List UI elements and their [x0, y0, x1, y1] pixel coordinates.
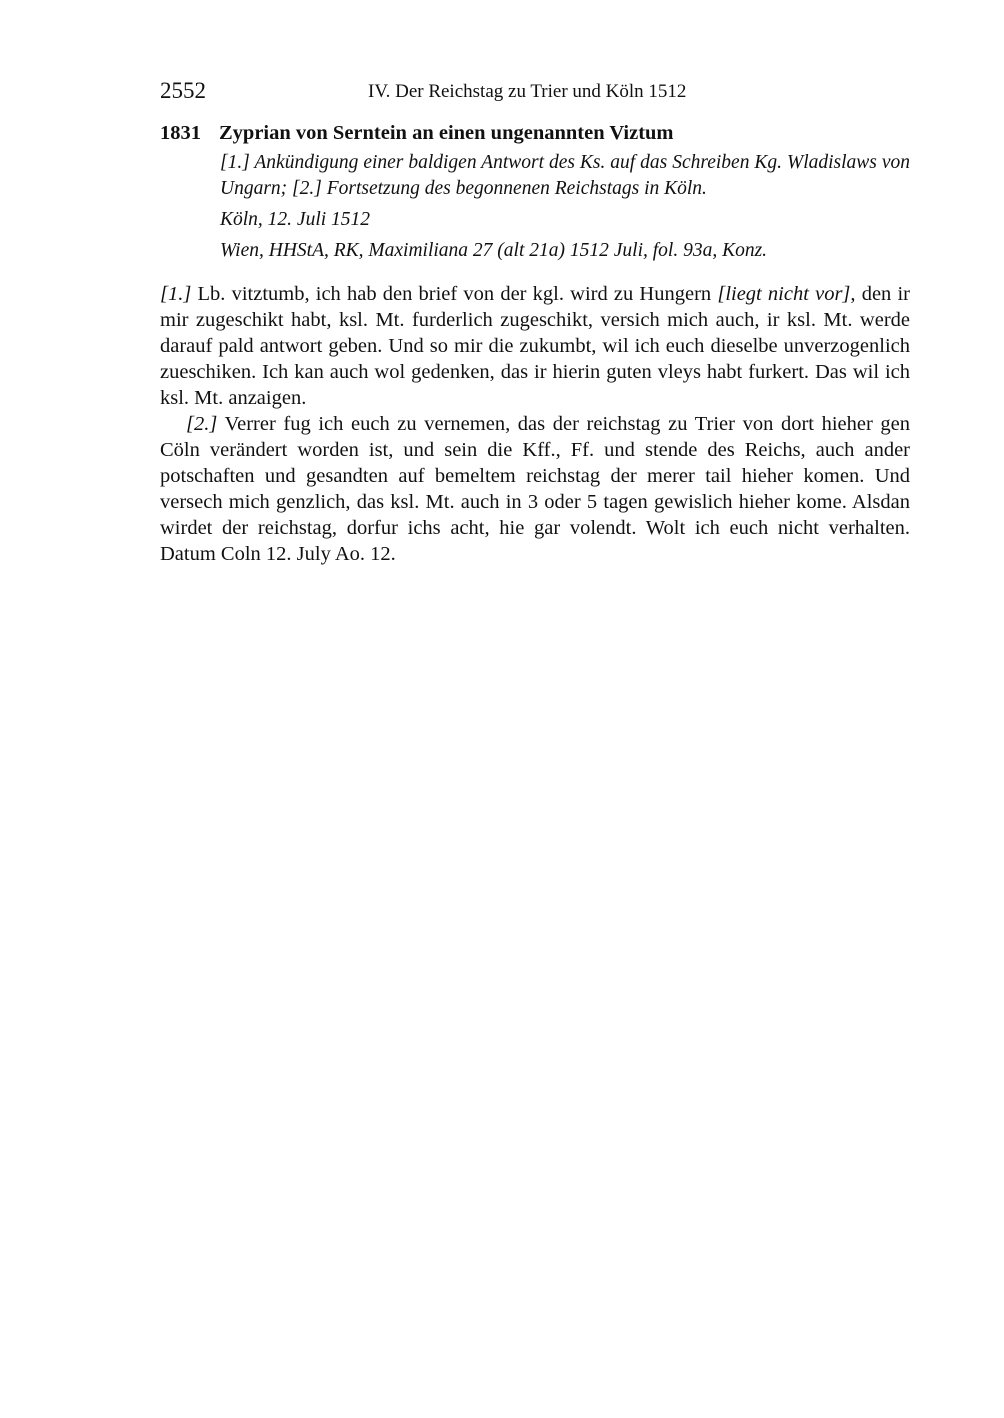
paragraph-2 [160, 411, 910, 567]
paragraph-marker: [1.] [160, 283, 192, 305]
document-heading [160, 122, 910, 145]
document-source: Wien, HHStA, RK, Maximiliana 27 (alt 21a) 1512 Juli, fol. 93a, Konz. [220, 240, 768, 261]
document-summary: [1.] Ankündigung einer baldigen Antwort des Ks. auf das Schreiben Kg. Wladislaws von Ungarn; [2.] Fortsetzung des begonnenen Reichstags in Köln. [220, 152, 910, 199]
running-title: IV. Der Reichstag zu Trier und Köln 1512 [368, 81, 687, 102]
paragraph-text: Lb. vitztumb, ich hab den brief von der kgl. wird zu Hungern [191, 283, 718, 305]
edition-text [160, 281, 910, 567]
paragraph-text: Verrer fug ich euch zu vernemen, das der reichstag zu Trier von dort hieher gen Cöln verändert worden ist, und sein die Kff., Ff. und stende des Reichs, auch ander potschaften und gesandten auf bemeltem reichstag der merer tail hieher komen. Und versech mich genzlich, das ksl. Mt. auch in 3 oder 5 tagen gewislich hieher kome. Alsdan wirdet der reichstag, dorfur ichs acht, hie gar volendt. Wolt ich euch nicht verhalten. Datum Coln 12. July Ao. 12. [160, 413, 910, 565]
page-number: 2552 [160, 78, 206, 103]
running-head [160, 78, 910, 108]
editorial-note: [liegt nicht vor] [717, 283, 851, 305]
document-number: 1831 [160, 122, 201, 144]
paragraph-marker: [2.] [186, 413, 218, 435]
document-date-place: Köln, 12. Juli 1512 [220, 209, 371, 230]
document-title: Zyprian von Serntein an einen ungenannten Viztum [219, 122, 674, 144]
paragraph-1 [160, 281, 910, 411]
regest-block [220, 150, 910, 264]
paragraph-text: , den ir mir zugeschikt habt, ksl. Mt. furderlich zugeschikt, versich mich auch, ir ksl. Mt. werde darauf pald antwort geben. Und so mir die zukumbt, wil ich euch dieselbe unverzogenlich zueschiken. Ich kan auch wol gedenken, das ir hierin guten vleys habt furkert. Das wil ich ksl. Mt. anzaigen. [160, 283, 910, 409]
